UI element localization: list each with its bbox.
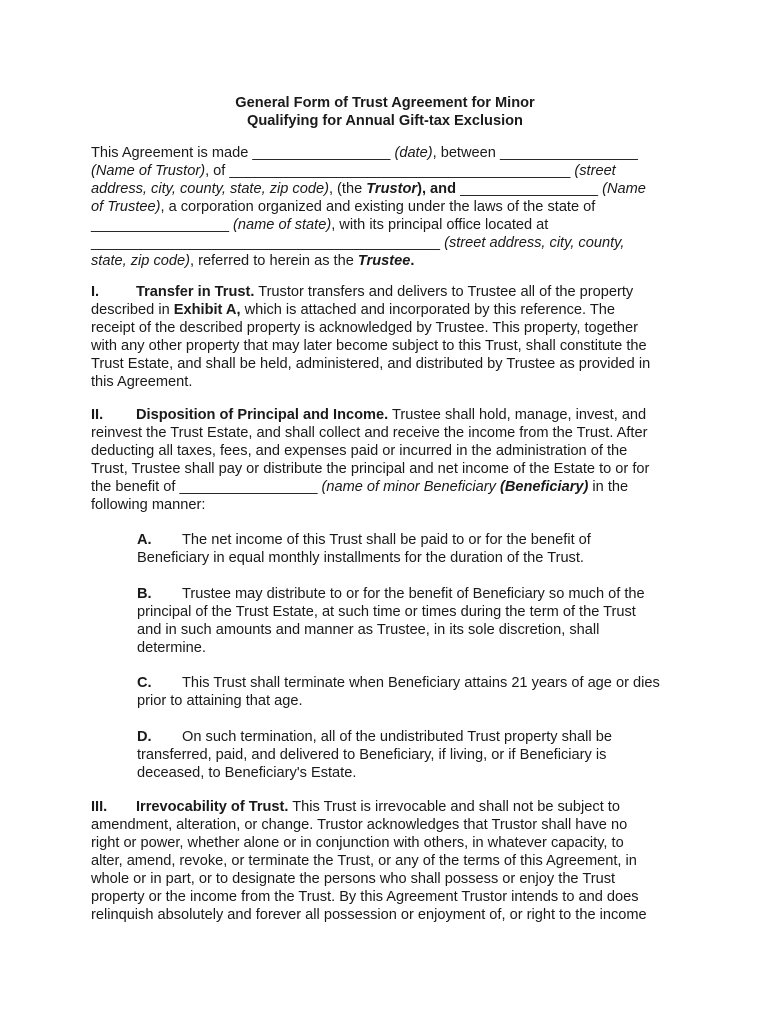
fill-in-blank-date: _________________ [252,145,391,161]
fill-in-blank-trustee-address: ___________________________________________ [91,235,441,251]
fill-in-blank-trustor-address: __________________________________________ [229,163,571,179]
section-3-line-7: relinquish absolutely and forever all possession or enjoyment of, or right to the income [91,907,647,923]
field-label: (street [574,163,616,179]
defined-term: Trustor [366,181,418,197]
text: which is attached and incorporated by this reference. The [240,302,616,318]
section-2-line-2: reinvest the Trust Estate, and shall collect and receive the income from the Trust. After [91,425,648,441]
preamble-line-1 [91,144,638,162]
preamble-line-4 [91,198,595,216]
document-subtitle: Qualifying for Annual Gift-tax Exclusion [247,113,523,129]
document-title: General Form of Trust Agreement for Minor [235,95,535,111]
section-1-line-2 [91,301,615,319]
item-c-line-2: prior to attaining that age. [137,693,303,709]
text: , of [205,163,230,179]
item-b-line-4: determine. [137,640,206,656]
preamble-line-5 [91,216,548,234]
item-d-line-2: transferred, paid, and delivered to Beneficiary, if living, or if Beneficiary is [137,747,607,763]
field-label: (street address, city, county, [444,235,625,251]
text: This Trust shall terminate when Beneficiary attains 21 years of age or dies [182,675,660,691]
text: , between [432,145,500,161]
field-label: (Name [602,181,646,197]
defined-term: (Beneficiary) [499,479,589,495]
text: , referred to herein as the [189,253,358,269]
text: . [410,253,415,269]
item-b-line-3: and in such amounts and manner as Trustee, in its sole discretion, shall [137,622,600,638]
text: the benefit of [91,479,180,495]
section-1-line-3: receipt of the described property is acknowledged by Trustee. This property, together [91,320,639,336]
section-1-line-1 [91,283,633,301]
text: This Agreement is made [91,145,253,161]
item-label: A. [137,532,152,548]
section-3-line-5: whole or in part, or to designate the persons who shall possess or enjoy the Trust [91,871,616,887]
field-label: (name of minor Beneficiary [321,479,500,495]
item-b-line-2: principal of the Trust Estate, at such time or times during the term of the Trust [137,604,636,620]
text: described in [91,302,174,318]
text: This Trust is irrevocable and shall not be subject to [288,799,620,815]
section-number: I. [91,284,100,300]
section-heading: Disposition of Principal and Income. [136,407,389,423]
text: Trustor transfers and delivers to Trustee all of the property [254,284,634,300]
fill-in-blank-state: _________________ [91,217,229,233]
field-label: (date) [394,145,433,161]
section-heading: Transfer in Trust. [136,284,255,300]
preamble-line-2 [91,162,616,180]
section-1-line-4: with any other property that may later become subject to this Trust, shall constitute the [91,338,647,354]
preamble-line-6 [91,234,624,252]
text: , with its principal office located at [331,217,549,233]
preamble-line-3 [91,180,646,198]
field-label: state, zip code) [91,253,190,269]
field-label: (Name of Trustor) [91,163,206,179]
section-number: III. [91,799,108,815]
text: On such termination, all of the undistributed Trust property shall be [182,729,612,745]
section-2-line-5 [91,478,628,496]
item-label: B. [137,586,152,602]
text: , a corporation organized and existing under the laws of the state of [160,199,596,215]
item-b-line-1 [137,585,645,603]
fill-in-blank-beneficiary: _________________ [179,479,318,495]
preamble-line-7 [91,252,414,270]
text: Trustee shall hold, manage, invest, and [388,407,647,423]
field-label: of Trustee) [91,199,161,215]
text: ), and [417,181,461,197]
text: in the [588,479,629,495]
section-3-line-6: property or the income from the Trust. By this Agreement Trustor intends to and does [91,889,639,905]
item-d-line-1 [137,728,612,746]
section-3-line-3: right or power, whether alone or in conjunction with others, in whatever capacity, to [91,835,624,851]
fill-in-blank-trustee-name: _________________ [460,181,599,197]
text: , (the [328,181,367,197]
text: The net income of this Trust shall be paid to or for the benefit of [182,532,591,548]
section-2-line-1 [91,406,646,424]
section-2-line-6: following manner: [91,497,206,513]
section-2-line-4: Trust, Trustee shall pay or distribute the principal and net income of the Estate to or for [91,461,650,477]
section-heading: Irrevocability of Trust. [136,799,289,815]
fill-in-blank-trustor-name: _________________ [499,145,638,161]
item-a-line-2: Beneficiary in equal monthly installments for the duration of the Trust. [137,550,584,566]
section-number: II. [91,407,104,423]
item-a-line-1 [137,531,591,549]
section-1-line-6: this Agreement. [91,374,193,390]
section-1-line-5: Trust Estate, and shall be held, administered, and distributed by Trustee as provided in [91,356,651,372]
section-3-line-1 [91,798,620,816]
section-3-line-4: alter, amend, revoke, or terminate the Trust, or any of the terms of this Agreement, in [91,853,637,869]
field-label: (name of state) [233,217,332,233]
item-d-line-3: deceased, to Beneficiary's Estate. [137,765,357,781]
item-label: D. [137,729,152,745]
section-2-line-3: deducting all taxes, fees, and expenses paid or incurred in the administration of the [91,443,628,459]
item-c-line-1 [137,674,660,692]
item-label: C. [137,675,152,691]
field-label: address, city, county, state, zip code) [91,181,329,197]
section-3-line-2: amendment, alteration, or change. Trustor acknowledges that Trustor shall have no [91,817,628,833]
text: Trustee may distribute to or for the benefit of Beneficiary so much of the [182,586,645,602]
defined-term: Trustee [357,253,411,269]
exhibit-reference: Exhibit A, [173,302,241,318]
